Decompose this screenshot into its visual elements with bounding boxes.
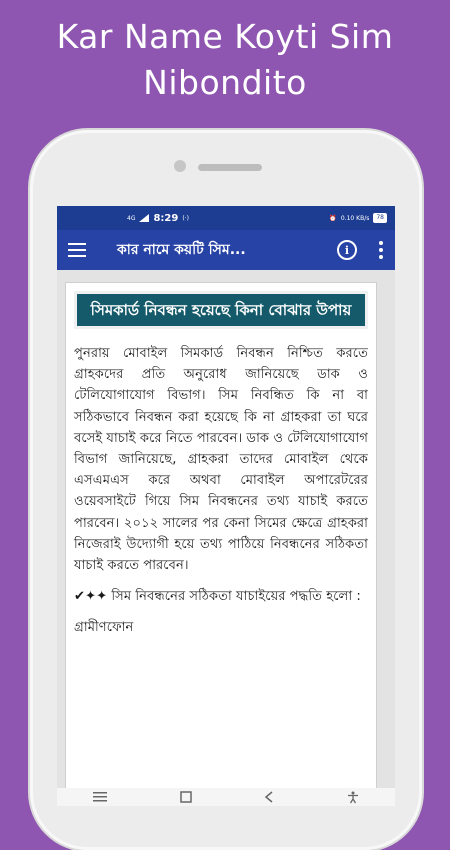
network-indicator: 4G: [127, 214, 136, 222]
alarm-icon: ⏰: [329, 214, 337, 222]
phone-frame: [30, 130, 422, 850]
app-bar: [57, 230, 395, 270]
network-speed: 0.10 KB/s: [340, 214, 370, 222]
promo-title: [0, 14, 450, 106]
app-title: কার নামে কয়টি সিম...: [117, 242, 246, 258]
speaker-grille: [198, 164, 262, 171]
recents-icon[interactable]: [93, 792, 107, 802]
article-cutoff-text: গ্রামীণফোন: [74, 620, 134, 636]
promo-title-line2: Nibondito: [143, 63, 307, 102]
phone-screen: [57, 206, 395, 806]
hamburger-menu-icon[interactable]: [65, 238, 89, 262]
article-card: [65, 282, 377, 802]
accessibility-icon[interactable]: [347, 791, 359, 803]
info-icon[interactable]: i: [337, 240, 357, 260]
signal-icon: [139, 214, 149, 222]
status-bar: [57, 206, 395, 230]
article-steps-intro: ✔✦✦ সিম নিবন্ধনের সঠিকতা যাচাইয়ের পদ্ধতি হলো :: [74, 589, 361, 605]
system-nav-bar: [57, 788, 395, 806]
content-area: [57, 270, 395, 790]
battery-icon: 78: [373, 213, 387, 223]
camera-icon: [174, 160, 186, 172]
article-heading: সিমকার্ড নিবন্ধন হয়েছে কিনা বোঝার উপায়: [74, 291, 368, 329]
article-body: পুনরায় মোবাইল সিমকার্ড নিবন্ধন নিশ্চিত করতে গ্রাহকদের প্রতি অনুরোধ জানিয়েছে ডাক ও টেলিযোগাযোগ বিভাগ। সিম নিবন্ধিত কি না বা সঠিকভাবে নিবন্ধন করা হয়েছে কি না গ্রাহকরা তা ঘরে বসেই যাচাই করে নিতে পারবেন। ডাক ও টেলিযোগাযোগ বিভাগ জানিয়েছে, গ্রাহকরা তাদের মোবাইল থেকে এসএমএস করে অথবা মোবাইল অপারেটরের ওয়েবসাইটে গিয়ে সিম নিবন্ধনের তথ্য যাচাই করতে পারবেন। ২০১২ সালের পর কেনা সিমের ক্ষেত্রে গ্রাহকরা নিজেরাই উদ্যোগী হয়ে তথ্য পাঠিয়ে নিবন্ধনের সঠিকতা যাচাই করতে পারবেন।: [74, 346, 368, 574]
promo-title-line1: Kar Name Koyti Sim: [56, 17, 394, 56]
back-icon[interactable]: [264, 791, 274, 803]
data-icon: (·): [182, 214, 189, 222]
more-options-icon[interactable]: [375, 241, 387, 259]
status-time: 8:29: [153, 212, 179, 224]
home-icon[interactable]: [180, 791, 192, 803]
